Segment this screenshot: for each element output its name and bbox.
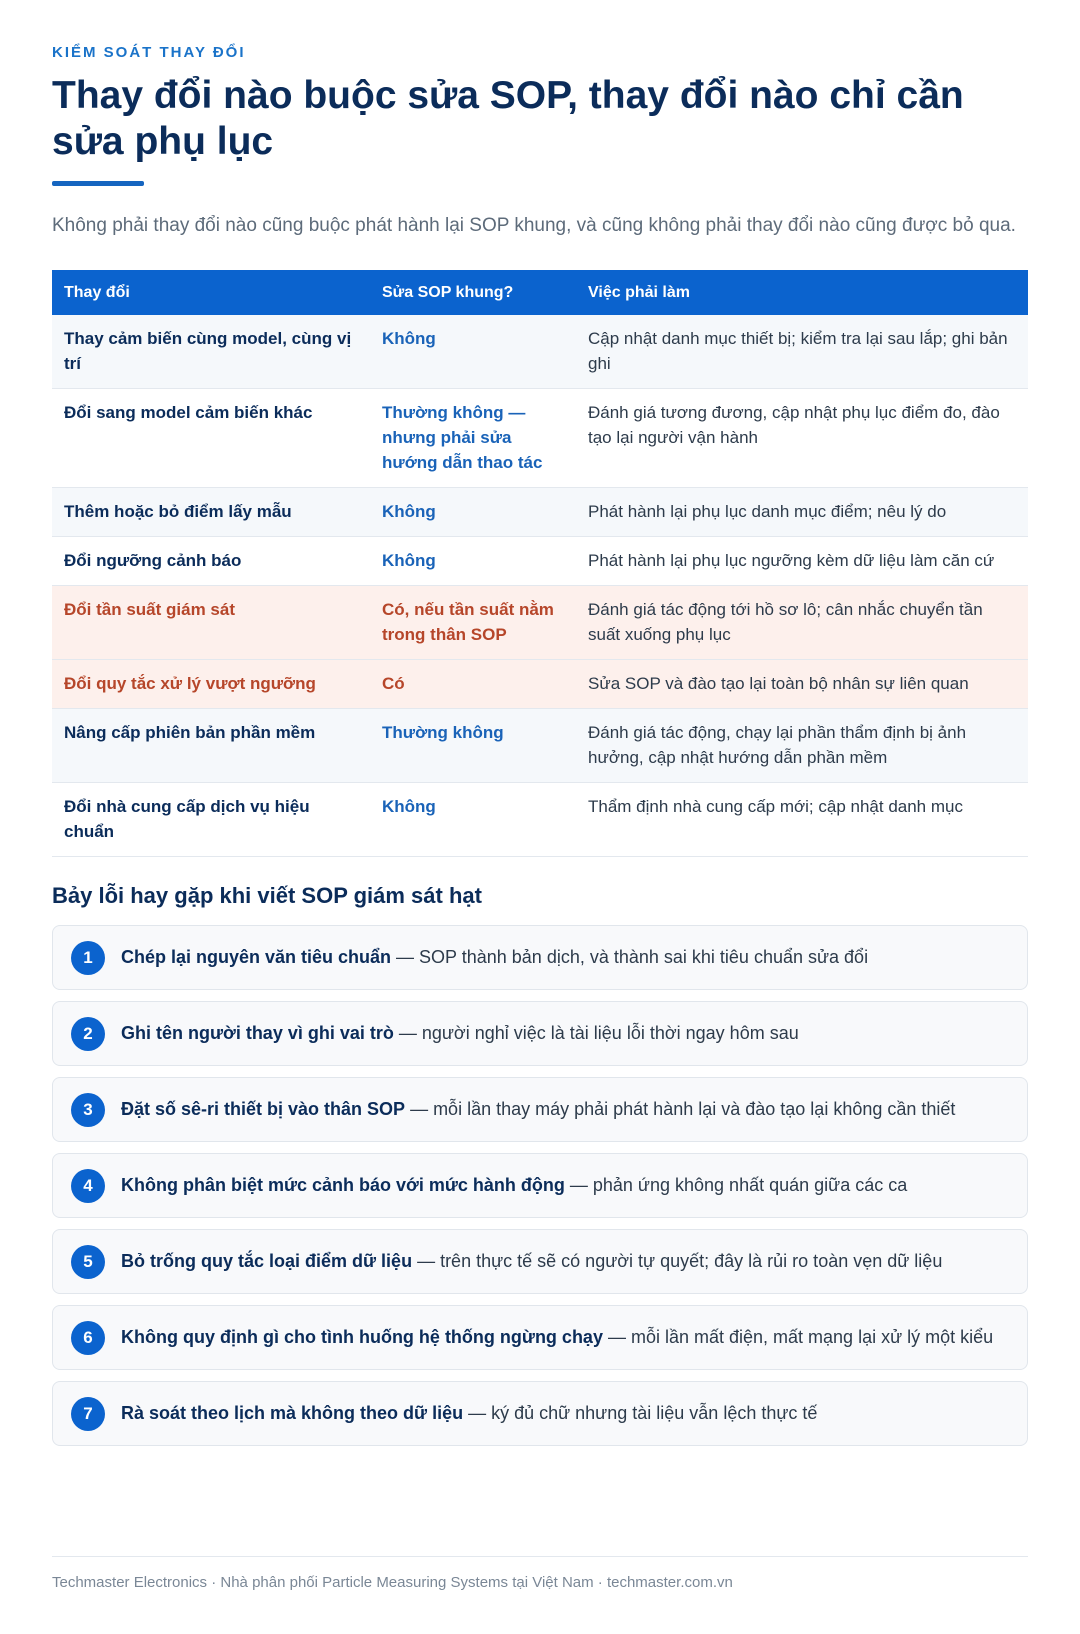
mistake-description: — mỗi lần mất điện, mất mạng lại xử lý một kiểu	[602, 1327, 994, 1347]
mistake-description: — trên thực tế sẽ có người tự quyết; đây là rủi ro toàn vẹn dữ liệu	[412, 1251, 943, 1271]
cell-change: Nâng cấp phiên bản phần mềm	[52, 709, 370, 783]
page-title: Thay đổi nào buộc sửa SOP, thay đổi nào chỉ cần sửa phụ lục	[52, 74, 964, 163]
cell-sop: Không	[370, 488, 576, 537]
cell-sop: Thường không	[370, 709, 576, 783]
table-row	[52, 537, 1028, 586]
mistake-description: — mỗi lần thay máy phải phát hành lại và đào tạo lại không cần thiết	[405, 1099, 956, 1119]
cell-change: Đổi sang model cảm biến khác	[52, 389, 370, 488]
footer: Techmaster Electronics · Nhà phân phối Particle Measuring Systems tại Việt Nam · techmaster.com.vn	[52, 1556, 1028, 1591]
list-item	[52, 925, 1028, 990]
mistake-title: Đặt số sê-ri thiết bị vào thân SOP	[121, 1099, 406, 1119]
cell-change: Đổi tần suất giám sát	[52, 586, 370, 660]
cell-sop: Không	[370, 783, 576, 857]
number-badge: 1	[71, 941, 105, 975]
mistake-description: — phản ứng không nhất quán giữa các ca	[564, 1175, 908, 1195]
cell-action: Đánh giá tương đương, cập nhật phụ lục điểm đo, đào tạo lại người vận hành	[576, 389, 1028, 488]
cell-change: Thêm hoặc bỏ điểm lấy mẫu	[52, 488, 370, 537]
list-item	[52, 1077, 1028, 1142]
table-row	[52, 488, 1028, 537]
header-sop: Sửa SOP khung?	[370, 270, 576, 315]
number-badge: 4	[71, 1169, 105, 1203]
cell-action: Sửa SOP và đào tạo lại toàn bộ nhân sự liên quan	[576, 660, 1028, 709]
cell-sop: Không	[370, 315, 576, 389]
cell-sop: Có, nếu tần suất nằm trong thân SOP	[370, 586, 576, 660]
mistake-description: — người nghỉ việc là tài liệu lỗi thời ngay hôm sau	[393, 1023, 799, 1043]
mistakes-heading: Bảy lỗi hay gặp khi viết SOP giám sát hạt	[52, 883, 482, 908]
table-header-row	[52, 270, 1028, 315]
mistake-title: Chép lại nguyên văn tiêu chuẩn	[121, 947, 392, 967]
number-badge: 3	[71, 1093, 105, 1127]
lead-paragraph: Không phải thay đổi nào cũng buộc phát hành lại SOP khung, và cũng không phải thay đổi nào cũng được bỏ qua.	[52, 215, 1016, 236]
cell-change: Đổi quy tắc xử lý vượt ngưỡng	[52, 660, 370, 709]
mistake-title: Rà soát theo lịch mà không theo dữ liệu	[121, 1403, 464, 1423]
number-badge: 5	[71, 1245, 105, 1279]
mistake-description: — SOP thành bản dịch, và thành sai khi tiêu chuẩn sửa đổi	[391, 947, 869, 967]
cell-sop: Không	[370, 537, 576, 586]
table-row	[52, 783, 1028, 857]
cell-action: Cập nhật danh mục thiết bị; kiểm tra lại sau lắp; ghi bản ghi	[576, 315, 1028, 389]
mistake-text	[121, 1249, 942, 1274]
list-item	[52, 1001, 1028, 1066]
cell-action: Phát hành lại phụ lục danh mục điểm; nêu lý do	[576, 488, 1028, 537]
cell-sop: Có	[370, 660, 576, 709]
list-item	[52, 1305, 1028, 1370]
cell-change: Đổi nhà cung cấp dịch vụ hiệu chuẩn	[52, 783, 370, 857]
mistake-description: — ký đủ chữ nhưng tài liệu vẫn lệch thực tế	[463, 1403, 818, 1423]
cell-sop: Thường không — nhưng phải sửa hướng dẫn thao tác	[370, 389, 576, 488]
cell-action: Phát hành lại phụ lục ngưỡng kèm dữ liệu làm căn cứ	[576, 537, 1028, 586]
mistake-title: Không phân biệt mức cảnh báo với mức hành động	[121, 1175, 565, 1195]
cell-change: Đổi ngưỡng cảnh báo	[52, 537, 370, 586]
table-row	[52, 315, 1028, 389]
mistake-text	[121, 1173, 907, 1198]
section-eyebrow: KIỂM SOÁT THAY ĐỔI	[52, 44, 246, 61]
mistake-text	[121, 1097, 955, 1122]
mistake-text	[121, 1401, 817, 1426]
mistakes-list	[52, 925, 1028, 1446]
list-item	[52, 1381, 1028, 1446]
cell-action: Thẩm định nhà cung cấp mới; cập nhật danh mục	[576, 783, 1028, 857]
table-row	[52, 660, 1028, 709]
list-item	[52, 1229, 1028, 1294]
number-badge: 6	[71, 1321, 105, 1355]
mistake-text	[121, 945, 868, 970]
cell-action: Đánh giá tác động, chạy lại phần thẩm định bị ảnh hưởng, cập nhật hướng dẫn phần mềm	[576, 709, 1028, 783]
table-row	[52, 709, 1028, 783]
mistake-text	[121, 1325, 993, 1350]
change-control-table	[52, 270, 1028, 857]
list-item	[52, 1153, 1028, 1218]
mistake-title: Không quy định gì cho tình huống hệ thống ngừng chạy	[121, 1327, 603, 1347]
table-row	[52, 586, 1028, 660]
cell-change: Thay cảm biến cùng model, cùng vị trí	[52, 315, 370, 389]
table-row	[52, 389, 1028, 488]
number-badge: 2	[71, 1017, 105, 1051]
mistake-title: Ghi tên người thay vì ghi vai trò	[121, 1023, 394, 1043]
mistake-text	[121, 1021, 799, 1046]
number-badge: 7	[71, 1397, 105, 1431]
header-action: Việc phải làm	[576, 270, 1028, 315]
header-change: Thay đổi	[52, 270, 370, 315]
title-underline	[52, 181, 144, 186]
mistake-title: Bỏ trống quy tắc loại điểm dữ liệu	[121, 1251, 413, 1271]
cell-action: Đánh giá tác động tới hồ sơ lô; cân nhắc chuyển tần suất xuống phụ lục	[576, 586, 1028, 660]
